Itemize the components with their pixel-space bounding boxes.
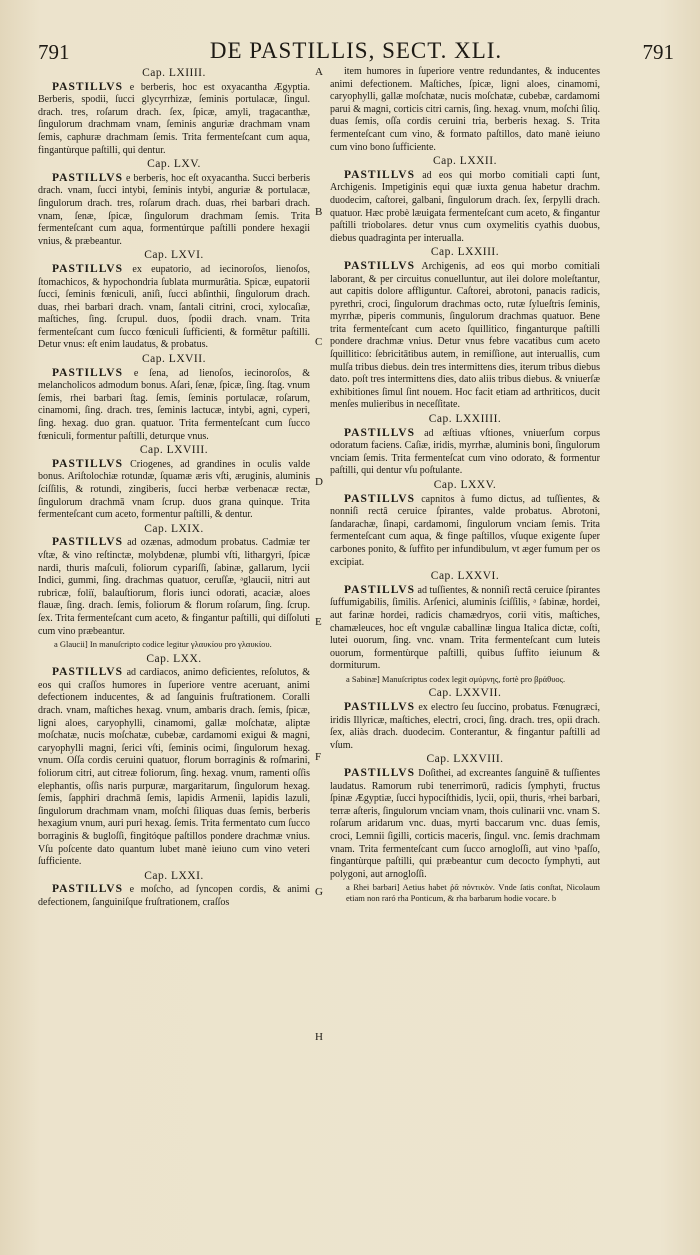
footnote: a Rhei barbari] Aetius habet ῥᾶ πόντικὸν. Vnde ſatis conſtat, Nicolaum etiam non raró rha Ponticum, & rha barbarum hodie vocare. b (346, 882, 600, 903)
recipe-paragraph (330, 66, 600, 154)
recipe-paragraph (330, 260, 600, 412)
paragraph-lead-word: PASTILLVS (52, 366, 124, 379)
paragraph-text: item humores in ſuperiore ventre redundantes, & inducentes animi defectionem. Maſtiches, ſpicæ, ligni aloes, cinamomi, caryophylli, gallæ moſchatæ, nucis moſchatæ, cubebæ, cardamomi parui & magni, corticis citri carnis, ſing. hexag. vnum, moſchi ſiliq. duas ſemis, oſſa cordis ceruini tria, berberis hexag. S. Trita fermenteſcant cum vino, & formato paſtillos, dato manè ieiuno cum vino bono ſufficiente. (330, 66, 600, 153)
paragraph-text: Criogenes, ad grandines in oculis valde bonus. Ariſtolochiæ rotundæ, ſquamæ æris vſti, æruginis, aluminis ſciſſilis, & rotundi, zingiberis, ſucci herbæ verbenacæ rectæ, ſingulorum drachmā vnam ſcrup. duos grana quinque. Trita fermenteſcant cum aceto, formentur paſtilli, & dentur. (38, 458, 311, 521)
chapter-heading: Cap. LXXIIII. (428, 413, 502, 426)
paragraph-text: ex electro ſeu ſuccino, probatus. Fœnugræci, iridis Illyricæ, maſtiches, electri, croci, ſing. drach. tres, opii drach. ſex, aliàs drach. duodecim. Conterantur, & fingantur paſtilli ad vſum. (330, 702, 601, 751)
chapter-heading: Cap. LXXI. (144, 869, 204, 882)
chapter-heading: Cap. LXVI. (144, 249, 204, 262)
paragraph-text: Archigenis, ad eos qui morbo comitiali laborant, & per circuitus conuelluntur, aut ilei dolore moleſtantur, aut capitis dolore affliguntur. Caſtorei, abrotoni, panacis radicis, pyrethri, croci, ſingulorum drachmas octo, rutæ ſylueſtris ſeminis, myrrhæ, piperis communis, ſingulorum drachmas quatuor. Bene trita fermenteſcant cum aceto ſquillitico, finganturque paſtilli pondere drachmæ vnius. Detur vnus febre vacatibus cum aceto ſquillitico: ſebricitātibus autem, in remiſſione, aut interuallis, cum mulſa tribus diebus. dein tres intermittens dies, iterum tribus diebus dato. poſt tres intermittens dies, dato aliis tribus diebus. & vniuerſæ exhibitiones ſimul ſint nouem. Hoc facit etiam ad arthriticos, ducit menſes mulieribus in neceſſitate. (330, 260, 600, 411)
margin-letters (310, 66, 330, 1166)
paragraph-lead-word: PASTILLVS (344, 168, 416, 181)
recipe-paragraph (38, 172, 310, 249)
paragraph-text: ad ozænas, admodum probatus. Cadmiæ ter vſtæ, & vino reſtinctæ, molybdenæ, plumbi vſti, lithargyri, ſpicæ nardi, thuris maſculi, foliorum cypariſſi, ſabinæ, gallarum, lycii Indici, gummi, ſing. drachmas quatuor, ceruſſæ, ᵃglaucii, nitri aut rubricæ, foliï, balauſtiorum, floris iunci odorati, acaciæ, aloes flauæ, ſing. drach. ſemis, foliorum & florum roſarum, ſing. ſcrup. ſex. Trita fermenteſcant cum aceto, & fingantur paſtilli, qui diſſoluti cum vino præbeantur. (38, 537, 310, 637)
paragraph-text: ad eos qui morbo comitiali capti ſunt, Archigenis. Impetiginis equi quæ iuxta genua habetur drachm. duodecim, caſtorei, galbani, ſingulorum drach. ſex, ſerpylli drach. quatuor. Hæc probè læuigata fermenteſcant cum aceto, & fingantur paſtilli triobolares. detur vnus cum oxymelitis cyathis duobus, diebus quadraginta per interualla. (330, 169, 600, 244)
margin-letter: G (315, 886, 323, 898)
chapter-heading: Cap. LXVIII. (139, 444, 209, 457)
paragraph-lead-word: PASTILLVS (344, 766, 416, 779)
recipe-paragraph (330, 427, 600, 478)
paragraph-text: capnitos à fumo dictus, ad tuſſientes, & nonniſi rectâ ceruice ſpirantes, valde probatus. Abrotoni, ſandarachæ, ſinapi, cardamomi, ſingulorum vnciam ſemis. Trita fermenteſcant cum aqua, & finge paſtillos, vſuque exigente ſuper carbones ponito, & ſuffito per infundibulum, vt æger fumum per os excipiat. (330, 493, 601, 568)
paragraph-lead-word: PASTILLVS (52, 80, 124, 93)
running-title: DE PASTILLIS, SECT. XLI. (209, 38, 503, 63)
chapter-heading: Cap. LXXIII. (430, 246, 500, 259)
chapter-heading: Cap. LXIIII. (142, 67, 206, 79)
paragraph-lead-word: PASTILLVS (52, 457, 124, 470)
footnote: a Glaucii] In manuſcripto codice legitur γλαυκίου pro γλαυκίου. (54, 639, 272, 650)
paragraph-text: ad æſtiuas vſtiones, vniuerſum corpus odoratum faciens. Caſiæ, iridis, myrrhæ, aluminis boni, ſingulorum vnciam ſemis. Trita fermenteſcat cum vino odorato, & formentur paſtilli, qui dentur vſu poſtulante. (330, 427, 601, 477)
paragraph-lead-word: PASTILLVS (52, 171, 124, 184)
recipe-paragraph (330, 767, 600, 881)
chapter-heading: Cap. LXXVII. (428, 687, 502, 700)
margin-letter: E (315, 616, 322, 628)
paragraph-lead-word: PASTILLVS (52, 666, 124, 679)
paragraph-text: Doſithei, ad excreantes ſanguinē & tuſſientes laudatus. Ramorum rubi tenerrimorū, radicis ſymphyti, fructus ſpinæ Ægyptiæ, ſucci hypociſthidis, lycii, opii, thuris, ᵃrhei barbari, terræ aſteris, ſingulorum vnciam vnam, thois culinarii vnc. vnam S. roſarum aridarum vnc. duas, myrti baccarum vnc. duas ſemis, croci, Lemnii ſigilli, corticis maceris, ſingul. vnc. ſemis drachmam vnam. Trita fermenteſcant cum ſucco arnogloſſi, aut vino ᵇpaſſo, fingantùrque paſtilli, qui præbeantur cum decocto ſymphyti, aut polygoni, aut arnogloſſi. (330, 767, 600, 880)
paragraph-lead-word: PASTILLVS (344, 259, 416, 272)
margin-letter: D (315, 476, 323, 488)
right-column (330, 66, 600, 906)
paragraph-text: ad cardiacos, animo deficientes, reſolutos, & eos qui craſſos humores in ſuperiore ventre aceruant, animi defectionem inducentes, & ad ſanguinis fruſtrationem. Coralli drach. vnam, maſtiches hexag. vnum, ambaris drach. ſemis, ſpicæ, ligni aloes, caryophylli, cinamomi, gallæ moſchatæ, aliptæ moſchatæ, nucis moſchatæ, cubebæ, cardamomi exigui & magni, caryophylli magni, ſerici vſti, ſeminis ocimi, ſingulorum hexag. vnum. Oſſa cordis ceruini quatuor, florum borraginis & roſmarini, foliorum citri, aut citreæ foliorum, ſing. hexag. vnum, ramenti oſſis elephantis, oſſis naris purpuræ, margaritarum, ſingulorum hexag. ſemis, ſapphiri drachmā ſemis, lapidis Armenii, lapidis lazuli, ſingulorum drachmam vnam, moſchi ſiliquas duas ſemis, berberis hexagium vnum, auri puri hexag. ſemis. Trita fermentato cum ſucco borraginis & bugloſſi, fingitóque paſtillos pondere drachmæ vnius. Vſu poſcente dato quantum lubet manè ieiuno cum vino veteri ſufficiente. (38, 667, 311, 868)
paragraph-lead-word: PASTILLVS (344, 426, 416, 439)
chapter-heading: Cap. LXXV. (433, 479, 497, 491)
paragraph-lead-word: PASTILLVS (344, 492, 416, 505)
paragraph-text: e berberis, hoc eſt oxyacantha. Succi berberis drach. vnam, ſucci intybi, ſeminis intybi, anguriæ & portulacæ, ſingulorum drach. tres, roſarum drach. duas, rhei barbari drach. vnam, ſenæ, ſpicæ, ſingulorum drachmam ſemis. Trita fermenteſcant cum aqua, formentúrque paſtilli pondere hexagii vnius, & præbeantur. (38, 172, 310, 247)
margin-letter: F (315, 751, 322, 763)
chapter-heading: Cap. LXV. (147, 158, 201, 171)
recipe-paragraph (38, 883, 310, 909)
chapter-heading: Cap. LXXVIII. (426, 753, 504, 766)
recipe-paragraph (38, 367, 310, 444)
footnote: a Sabinæ] Manuſcriptus codex legit σμύρνης, fortè pro βράθυος. (346, 673, 566, 684)
recipe-paragraph (330, 493, 600, 570)
paragraph-lead-word: PASTILLVS (344, 583, 416, 596)
chapter-heading: Cap. LXXVI. (430, 570, 500, 583)
paragraph-text: e moſcho, ad ſyncopen cordis, & animi defectionem, ſanguiniſque fruſtrationem, craſſos (38, 884, 310, 908)
recipe-paragraph (38, 458, 310, 522)
paragraph-lead-word: PASTILLVS (344, 701, 416, 713)
page-number-right: 791 (642, 40, 674, 64)
margin-letter: A (315, 66, 323, 78)
paragraph-text: e ſena, ad lienoſos, iecinoroſos, & melancholicos admodum bonus. Aſari, ſenæ, ſpicæ, ſing. ſtag. vnum ſemis, rhei barbari ſtag. ſemis, ſeminis portulacæ, roſarum, cinamomi, ſing. drach. tres, ſeminis lactucæ, intybi, agni, cyperi, ſing. hexag. duo gran. quatuor. Trita fermenteſcant cum ſucco fœniculi, formentur paſtilli, deturque vnus. (38, 367, 310, 442)
page-number-left: 791 (38, 40, 70, 64)
paragraph-text: e berberis, hoc est oxyacantha Ægyptia. Berberis, spodii, ſucci glycyrrhizæ, ſeminis portulacæ, ſingul. drach. tres, roſarum drach. ſex, ſpicæ, amyli, tragacanthæ, ſingulorum drachmam vnam, ſeminis anguriæ drachmam vnam ſemis, caphuræ drachmam ſemis. Trita fermenteſcant cum aqua, fingantùrque paſtilli, qui dentur. (38, 81, 310, 156)
paragraph-text: ex eupatorio, ad iecinoroſos, lienoſos, ſtomachicos, & hypochondria ſublata murmurâtia. Spicæ, eupatorii ſucci, ſeminis fœniculi, aniſi, ſucci abſinthii, ſingulorum drach. duas, rhei barbari drach. vnam, ſantali citrini, croci, xylocaſiæ, maſtiches, ſing. ſcrupul. duos, ſpodii drach. vnam. Trita fermenteſcant cum ſucco fœniculi ſufficienti, & formētur paſtilli. Detur vnus: eſt enim laudatus, & probatus. (38, 263, 311, 351)
recipe-paragraph (330, 169, 600, 246)
recipe-paragraph (38, 666, 310, 869)
left-column (38, 66, 310, 911)
recipe-paragraph (330, 584, 600, 673)
recipe-paragraph (38, 81, 310, 158)
recipe-paragraph (38, 536, 310, 638)
chapter-heading: Cap. LXX. (146, 652, 202, 665)
margin-letter: B (315, 206, 323, 218)
margin-letter: C (315, 336, 323, 348)
paragraph-lead-word: PASTILLVS (52, 536, 124, 549)
page-header (30, 38, 682, 68)
margin-letter: H (315, 1031, 323, 1043)
paragraph-text: ad tuſſientes, & nonniſi rectâ ceruice ſpirantes ſuffumigabilis, ſimilis. Arſenici, aluminis ſciſſilis, ᵃ ſabinæ, hordei, aut farinæ hordei, radicis chamædryos, corii vitis, maſtiches, chamæleuces, hoc eſt vngulæ caballinæ lingua Italica dictæ, coſti, lutei ouorum, ſing. vnc. vnam. Trita fermenteſcant cum luteis ouorum, formentùrque paſtilli, quibus ſuffito ieiunum & dormiturum. (330, 584, 601, 672)
chapter-heading: Cap. LXXII. (433, 155, 497, 168)
recipe-paragraph (330, 701, 600, 752)
chapter-heading: Cap. LXIX. (144, 522, 204, 535)
paragraph-lead-word: PASTILLVS (52, 262, 124, 275)
paragraph-lead-word: PASTILLVS (52, 883, 124, 896)
chapter-heading: Cap. LXVII. (142, 353, 206, 366)
recipe-paragraph (38, 263, 310, 352)
